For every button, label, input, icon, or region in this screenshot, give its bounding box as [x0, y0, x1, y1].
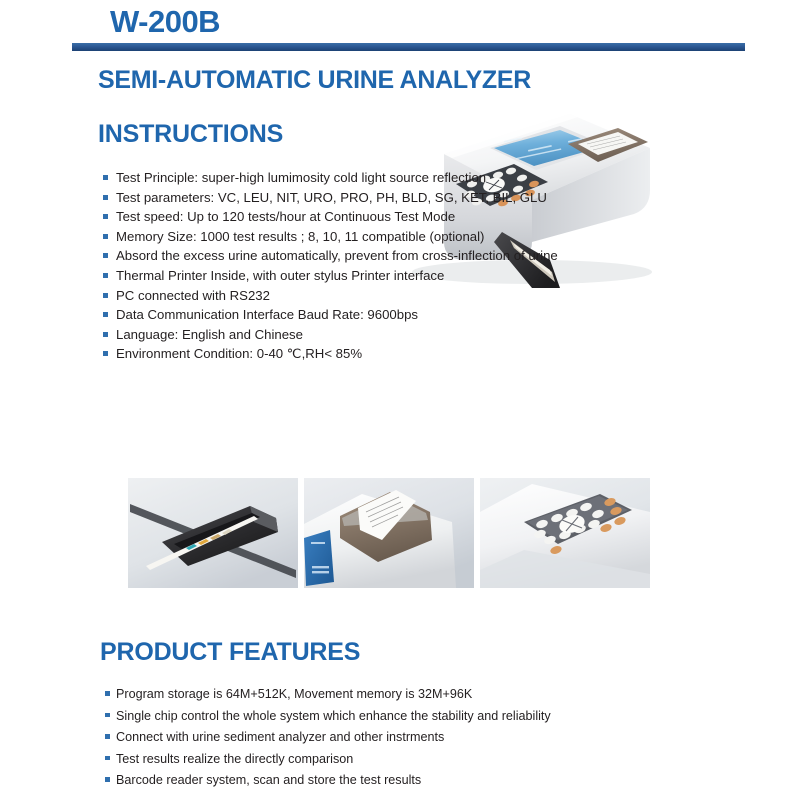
thumbnail-test-strip-tray	[128, 478, 298, 588]
instructions-list-item-label: Absord the excess urine automatically, prevent from cross-inflection of urine	[116, 248, 558, 264]
thumbnail-control-keypad	[480, 478, 650, 588]
instructions-list-item	[103, 189, 573, 207]
instructions-list-item-label: Language: English and Chinese	[116, 326, 303, 342]
features-list-item	[105, 708, 665, 724]
instructions-list-item	[103, 247, 573, 265]
instructions-list	[103, 169, 573, 365]
features-list-item-label: Single chip control the whole system which enhance the stability and reliability	[116, 708, 551, 723]
instructions-list-item	[103, 287, 573, 305]
instructions-list-item-label: Environment Condition: 0-40 ℃,RH< 85%	[116, 346, 363, 362]
instructions-list-item-label: Thermal Printer Inside, with outer stylus Printer interface	[116, 267, 445, 283]
features-list	[105, 686, 665, 794]
features-list-item-label: Connect with urine sediment analyzer and other instrments	[116, 730, 445, 744]
instructions-heading: INSTRUCTIONS	[98, 120, 284, 148]
instructions-list-item	[103, 208, 573, 226]
instructions-list-item-label: Test Principle: super-high lumimosity cold light source reflection	[116, 170, 487, 185]
features-list-item	[105, 686, 665, 702]
instructions-list-item	[103, 228, 573, 246]
features-list-item-label: Test results realize the directly comparison	[116, 751, 354, 766]
instructions-list-item	[103, 326, 573, 344]
features-list-item	[105, 729, 665, 745]
features-list-item-label: Program storage is 64M+512K, Movement memory is 32M+96K	[116, 687, 473, 701]
features-list-item	[105, 772, 665, 788]
features-heading: PRODUCT FEATURES	[100, 638, 361, 666]
instructions-list-item-label: Data Communication Interface Baud Rate: 9600bps	[116, 307, 419, 323]
instructions-list-item-label: Test speed: Up to 120 tests/hour at Continuous Test Mode	[116, 209, 456, 225]
instructions-list-item	[103, 345, 573, 363]
title-divider	[72, 43, 745, 51]
features-list-item	[105, 751, 665, 767]
instructions-list-item	[103, 267, 573, 285]
page-title: W-200B	[110, 4, 221, 39]
instructions-list-item-label: Test parameters: VC, LEU, NIT, URO, PRO, PH, BLD, SG, KET, BIL, GLU	[116, 189, 547, 205]
instructions-list-item	[103, 306, 573, 324]
features-list-item-label: Barcode reader system, scan and store the test results	[116, 773, 422, 787]
instructions-list-item	[103, 169, 573, 187]
page-subtitle: SEMI-AUTOMATIC URINE ANALYZER	[98, 66, 531, 94]
instructions-list-item-label: PC connected with RS232	[116, 287, 270, 303]
thumbnail-thermal-printer	[304, 478, 474, 588]
instructions-list-item-label: Memory Size: 1000 test results ; 8, 10, 11 compatible (optional)	[116, 228, 485, 244]
